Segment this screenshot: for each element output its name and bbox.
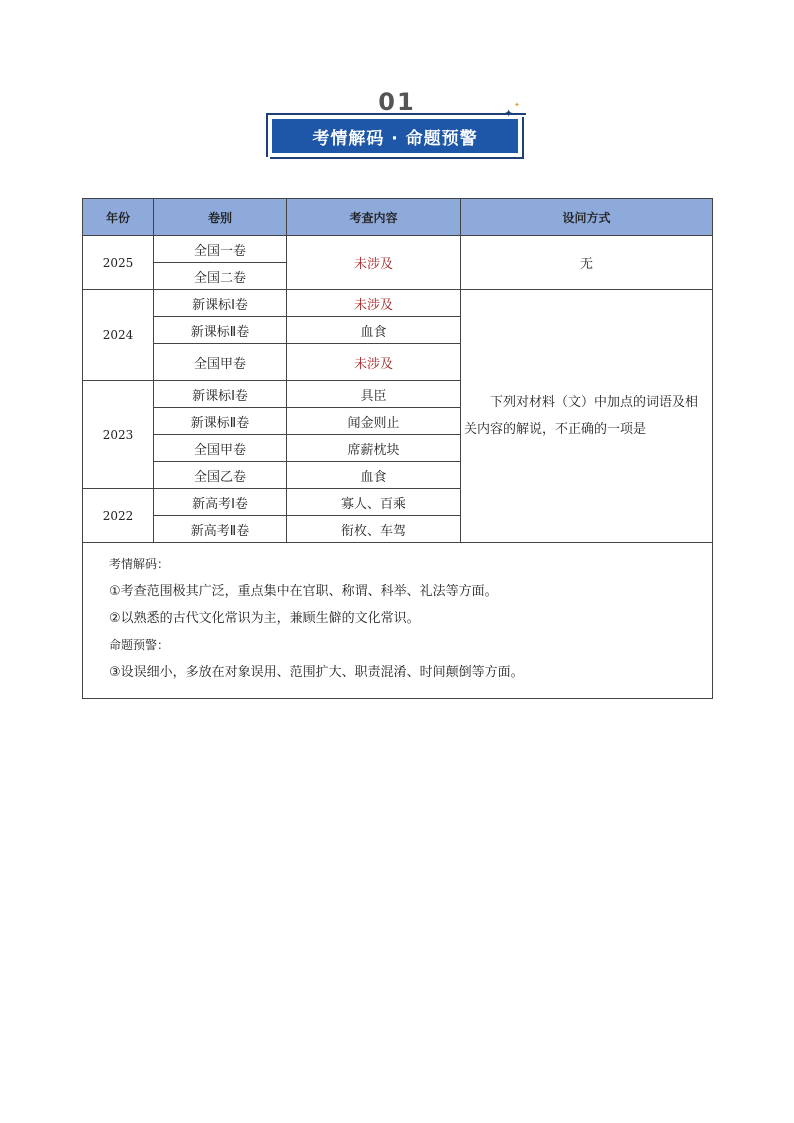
table-header-row: [83, 199, 713, 236]
paper-cell: 新课标Ⅱ卷: [154, 317, 287, 344]
content-cell: 未涉及: [287, 236, 461, 290]
content-cell: 闻金则止: [287, 408, 461, 435]
column-header-content: 考查内容: [287, 199, 461, 236]
section-number: 01: [378, 88, 416, 116]
shared-question-text: 下列对材料（文）中加点的词语及相关内容的解说，不正确的一项是: [464, 395, 699, 437]
content-cell: 血食: [287, 317, 461, 344]
notes-cell: [83, 543, 713, 699]
year-cell: 2024: [83, 290, 154, 381]
content-cell: 未涉及: [287, 290, 461, 317]
paper-cell: 全国甲卷: [154, 435, 287, 462]
year-cell: 2023: [83, 381, 154, 489]
column-header-paper: 卷别: [154, 199, 287, 236]
paper-cell: 新高考Ⅱ卷: [154, 516, 287, 543]
table-row: [83, 290, 713, 317]
content-cell: 具臣: [287, 381, 461, 408]
paper-cell: 全国二卷: [154, 263, 287, 290]
content-cell: 寡人、百乘: [287, 489, 461, 516]
content-cell: 血食: [287, 462, 461, 489]
sparkle-small-icon: ✦: [514, 101, 520, 109]
content-cell: 席薪枕块: [287, 435, 461, 462]
paper-cell: 新课标Ⅰ卷: [154, 381, 287, 408]
column-header-question: 设问方式: [461, 199, 713, 236]
notes-row: [83, 543, 713, 699]
paper-cell: 全国乙卷: [154, 462, 287, 489]
warning-label: 命题预警：: [109, 638, 170, 652]
year-cell: 2025: [83, 236, 154, 290]
sparkle-icon: ✦: [504, 107, 514, 120]
year-cell: 2022: [83, 489, 154, 543]
note-point-3: ③设误细小，多放在对象误用、范围扩大、职责混淆、时间颠倒等方面。: [109, 665, 524, 680]
column-header-year: 年份: [83, 199, 154, 236]
paper-cell: 新课标Ⅰ卷: [154, 290, 287, 317]
exam-analysis-table: [82, 198, 713, 699]
decode-label: 考情解码：: [109, 557, 170, 571]
paper-cell: 全国一卷: [154, 236, 287, 263]
paper-cell: 新高考Ⅰ卷: [154, 489, 287, 516]
shared-question-cell: [461, 290, 713, 543]
content-cell: 衔枚、车驾: [287, 516, 461, 543]
table-row: [83, 236, 713, 263]
paper-cell: 新课标Ⅱ卷: [154, 408, 287, 435]
note-point-2: ②以熟悉的古代文化常识为主，兼顾生僻的文化常识。: [109, 611, 420, 626]
content-cell: 未涉及: [287, 344, 461, 381]
paper-cell: 全国甲卷: [154, 344, 287, 381]
question-cell: 无: [461, 236, 713, 290]
banner-title: 考情解码 · 命题预警: [272, 119, 518, 153]
note-point-1: ①考查范围极其广泛，重点集中在官职、称谓、科举、礼法等方面。: [109, 584, 498, 599]
